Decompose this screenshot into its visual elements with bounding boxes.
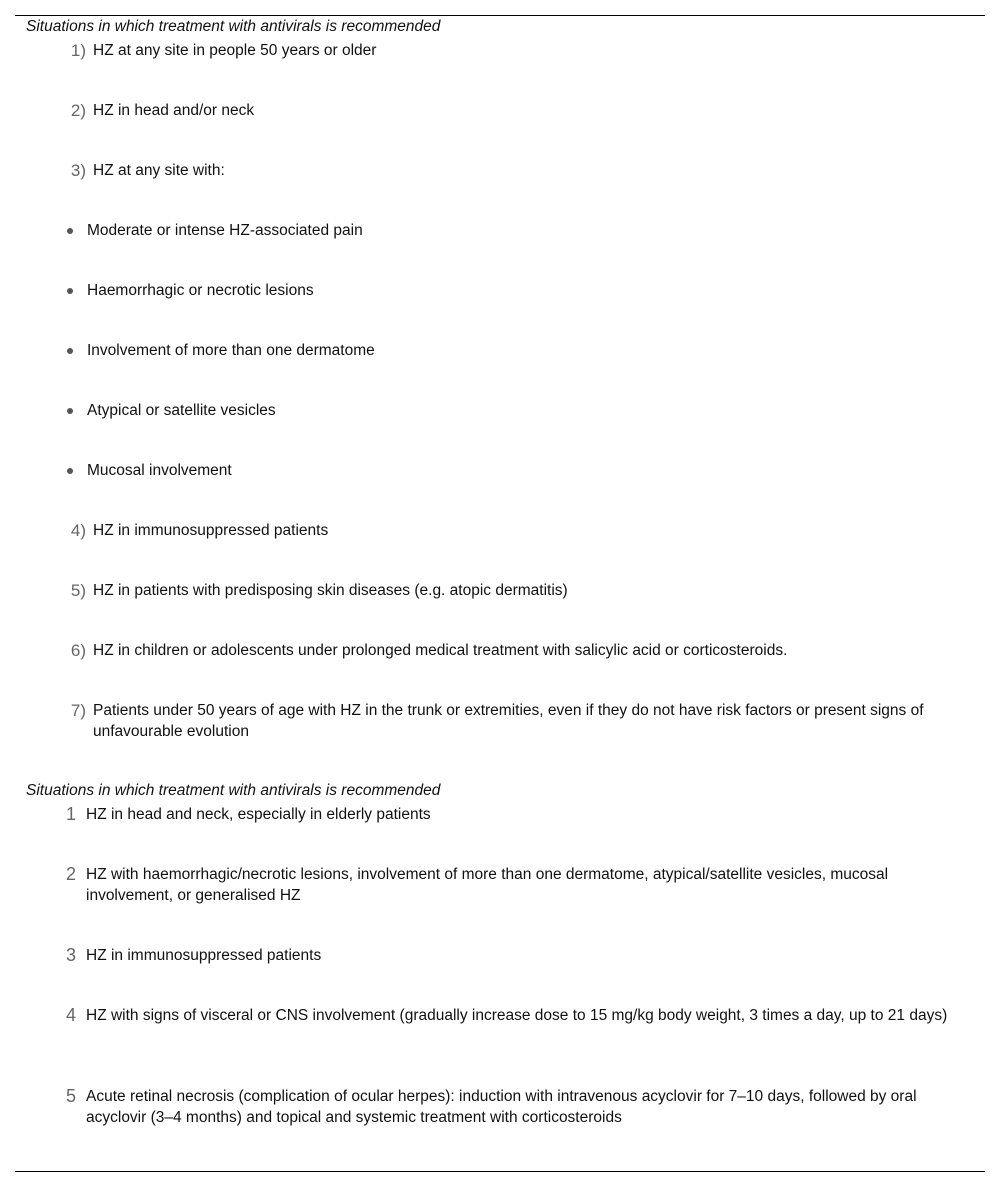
list-item	[60, 804, 950, 825]
item-number: 2	[65, 864, 76, 884]
list-item	[60, 580, 960, 601]
item-text: Patients under 50 years of age with HZ in the trunk or extremities, even if they do not have risk factors or present signs of unfavourable evolution	[93, 702, 924, 740]
bullet-icon	[67, 228, 73, 234]
bullet-text: Moderate or intense HZ-associated pain	[87, 222, 363, 239]
item-text: HZ in patients with predisposing skin diseases (e.g. atopic dermatitis)	[93, 582, 568, 599]
section1-heading: Situations in which treatment with antivirals is recommended	[26, 18, 441, 35]
list-item	[60, 160, 960, 181]
item-number: 1	[65, 804, 76, 824]
list-item	[60, 520, 960, 541]
item-number: 5	[65, 1086, 76, 1106]
bullet-item	[60, 280, 960, 301]
item-text: HZ in head and/or neck	[93, 102, 255, 119]
section2-heading: Situations in which treatment with antivirals is recommended	[26, 782, 441, 799]
bullet-text: Haemorrhagic or necrotic lesions	[87, 282, 314, 299]
list-item	[60, 40, 960, 61]
item-number: 3	[65, 945, 76, 965]
item-text: HZ in immunosuppressed patients	[93, 522, 329, 539]
item-number: 2)	[70, 101, 86, 120]
item-number: 4	[65, 1005, 76, 1025]
item-number: 6)	[70, 641, 86, 660]
item-number: 3)	[70, 161, 86, 180]
item-number: 5)	[70, 581, 86, 600]
list-item	[60, 100, 960, 121]
list-item	[60, 700, 960, 742]
bullet-item	[60, 220, 960, 241]
bullet-icon	[67, 408, 73, 414]
bullet-text: Mucosal involvement	[87, 462, 232, 479]
list-item	[60, 640, 960, 661]
list-item	[60, 945, 950, 966]
bullet-icon	[67, 288, 73, 294]
table-bottom-rule	[15, 1171, 985, 1172]
table-top-rule	[15, 15, 985, 16]
item-text: HZ in children or adolescents under prolonged medical treatment with salicylic acid or corticosteroids.	[93, 642, 788, 659]
item-text: HZ with haemorrhagic/necrotic lesions, involvement of more than one dermatome, atypical/satellite vesicles, mucosal involvement, or generalised HZ	[86, 866, 889, 904]
list-item	[60, 1005, 950, 1026]
item-text: HZ at any site in people 50 years or older	[93, 42, 377, 59]
bullet-item	[60, 460, 960, 481]
item-number: 7)	[70, 701, 86, 720]
bullet-icon	[67, 468, 73, 474]
item-number: 1)	[70, 41, 86, 60]
item-text: HZ in head and neck, especially in elderly patients	[86, 806, 431, 823]
item-text: HZ with signs of visceral or CNS involvement (gradually increase dose to 15 mg/kg body weight, 3 times a day, up to 21 days)	[86, 1007, 948, 1024]
list-item	[60, 1086, 950, 1128]
list-item	[60, 864, 950, 906]
bullet-text: Involvement of more than one dermatome	[87, 342, 375, 359]
item-number: 4)	[70, 521, 86, 540]
bullet-icon	[67, 348, 73, 354]
item-text: HZ in immunosuppressed patients	[86, 947, 322, 964]
item-text: HZ at any site with:	[93, 162, 225, 179]
bullet-text: Atypical or satellite vesicles	[87, 402, 276, 419]
item-text: Acute retinal necrosis (complication of ocular herpes): induction with intravenous acyclovir for 7–10 days, followed by oral acyclovir (3–4 months) and topical and systemic treatment with corticosteroids	[86, 1088, 917, 1126]
bullet-item	[60, 400, 960, 421]
bullet-item	[60, 340, 960, 361]
